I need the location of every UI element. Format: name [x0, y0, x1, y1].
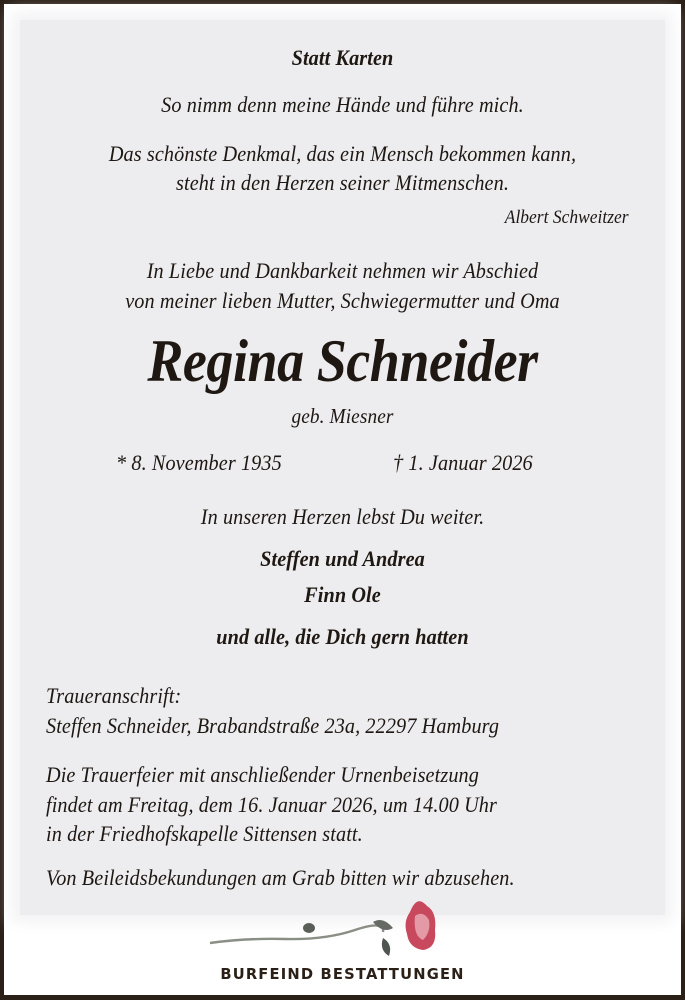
- condolence-note: Von Beileidsbekundungen am Grab bitten wir abzusehen.: [46, 865, 515, 890]
- service-line-2: findet am Freitag, dem 16. Januar 2026, um 14.00 Uhr: [46, 792, 497, 817]
- closing-line: In unseren Herzen lebst Du weiter.: [200, 504, 485, 529]
- quote-line-1: Das schönste Denkmal, das ein Mensch bekommen kann,: [108, 141, 577, 166]
- mourner-1: Steffen und Andrea: [260, 546, 425, 571]
- quote-author: Albert Schweitzer: [505, 207, 629, 228]
- service-line-1: Die Trauerfeier mit anschließender Urnenbeisetzung: [46, 762, 479, 787]
- death-date: † 1. Januar 2026: [393, 450, 533, 475]
- quote-line-2: steht in den Herzen seiner Mitmenschen.: [176, 170, 509, 195]
- mourners-all: und alle, die Dich gern hatten: [216, 624, 469, 649]
- deceased-name: Regina Schneider: [147, 328, 538, 394]
- address: Steffen Schneider, Brabandstraße 23a, 22297 Hamburg: [46, 713, 500, 738]
- funeral-home-name: BURFEIND BESTATTUNGEN: [220, 965, 465, 983]
- heading: Statt Karten: [291, 45, 394, 70]
- mourner-2: Finn Ole: [304, 582, 381, 607]
- address-label: Traueranschrift:: [46, 683, 182, 708]
- verse: So nimm denn meine Hände und führe mich.: [161, 92, 524, 117]
- maiden-name: geb. Miesner: [291, 404, 394, 428]
- intro-line-2: von meiner lieben Mutter, Schwiegermutter und Oma: [125, 288, 560, 313]
- birth-date: * 8. November 1935: [116, 450, 282, 475]
- intro-line-1: In Liebe und Dankbarkeit nehmen wir Abschied: [146, 258, 539, 283]
- rose-icon: [205, 892, 455, 962]
- service-line-3: in der Friedhofskapelle Sittensen statt.: [46, 821, 363, 846]
